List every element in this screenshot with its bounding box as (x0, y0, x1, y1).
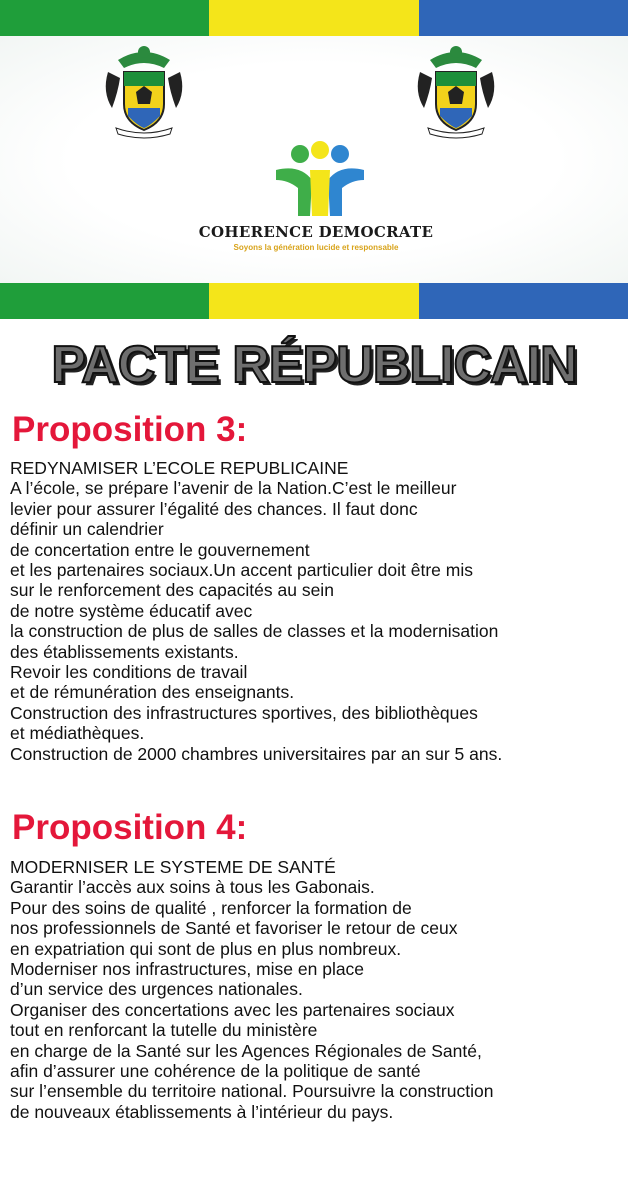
text-line: et les partenaires sociaux.Un accent particulier doit être mis (10, 560, 473, 581)
stripe-green (0, 283, 209, 319)
text-line: A l’école, se prépare l’avenir de la Nation.C’est le meilleur (10, 478, 457, 499)
text-line: Organiser des concertations avec les partenaires sociaux (10, 999, 455, 1020)
text-line: nos professionnels de Santé et favoriser le retour de ceux (10, 918, 458, 939)
text-line: levier pour assurer l’égalité des chances. Il faut donc (10, 498, 418, 519)
text-line: afin d’assurer une cohérence de la politique de santé (10, 1061, 421, 1082)
text-line: sur le renforcement des capacités au sein (10, 580, 334, 601)
text-line: REDYNAMISER L’ECOLE REPUBLICAINE (10, 458, 349, 478)
text-line: en expatriation qui sont de plus en plus nombreux. (10, 938, 402, 959)
coat-of-arms-icon (98, 42, 190, 142)
text-line: et médiathèques. (10, 723, 145, 744)
party-logo-icon (270, 140, 370, 220)
text-line: en charge de la Santé sur les Agences Régionales de Santé, (10, 1040, 482, 1061)
text-line: Construction de 2000 chambres universitaires par an sur 5 ans. (10, 743, 503, 764)
stripe-yellow (209, 283, 418, 319)
text-line: Construction des infrastructures sportives, des bibliothèques (10, 702, 478, 723)
proposition-4-heading: Proposition 4: (12, 808, 248, 847)
proposition-4-body (10, 857, 493, 1122)
proposition-3-heading: Proposition 3: (12, 410, 248, 449)
text-line: de notre système éducatif avec (10, 600, 253, 621)
coat-of-arms-icon (410, 42, 502, 142)
text-line: tout en renforcant la tutelle du ministère (10, 1020, 318, 1041)
text-line: la construction de plus de salles de classes et la modernisation (10, 621, 499, 642)
text-line: Garantir l’accès aux soins à tous les Gabonais. (10, 877, 375, 898)
text-line: Revoir les conditions de travail (10, 662, 248, 683)
text-line: et de rémunération des enseignants. (10, 682, 295, 703)
text-line: de concertation entre le gouvernement (10, 539, 310, 560)
brand-slogan: Soyons la génération lucide et responsable (233, 243, 399, 252)
stripe-blue (419, 283, 628, 319)
flag-stripe-top (0, 0, 628, 36)
stripe-green (0, 0, 209, 36)
text-line: de nouveaux établissements à l’intérieur du pays. (10, 1101, 394, 1122)
text-line: sur l’ensemble du territoire national. Poursuivre la construction (10, 1081, 494, 1102)
text-line: Pour des soins de qualité , renforcer la formation de (10, 897, 412, 918)
flag-stripe-bottom (0, 283, 628, 319)
proposition-3-body (10, 458, 502, 764)
text-line: d’un service des urgences nationales. (10, 979, 303, 1000)
text-line: Moderniser nos infrastructures, mise en place (10, 959, 365, 980)
text-line: définir un calendrier (10, 519, 164, 540)
text-line: des établissements existants. (10, 641, 239, 662)
stripe-blue (419, 0, 628, 36)
text-line: MODERNISER LE SYSTEME DE SANTÉ (10, 857, 336, 877)
page-title: PACTE RÉPUBLICAIN (51, 336, 577, 394)
brand-name: COHERENCE DEMOCRATE (198, 223, 434, 241)
stripe-yellow (209, 0, 418, 36)
